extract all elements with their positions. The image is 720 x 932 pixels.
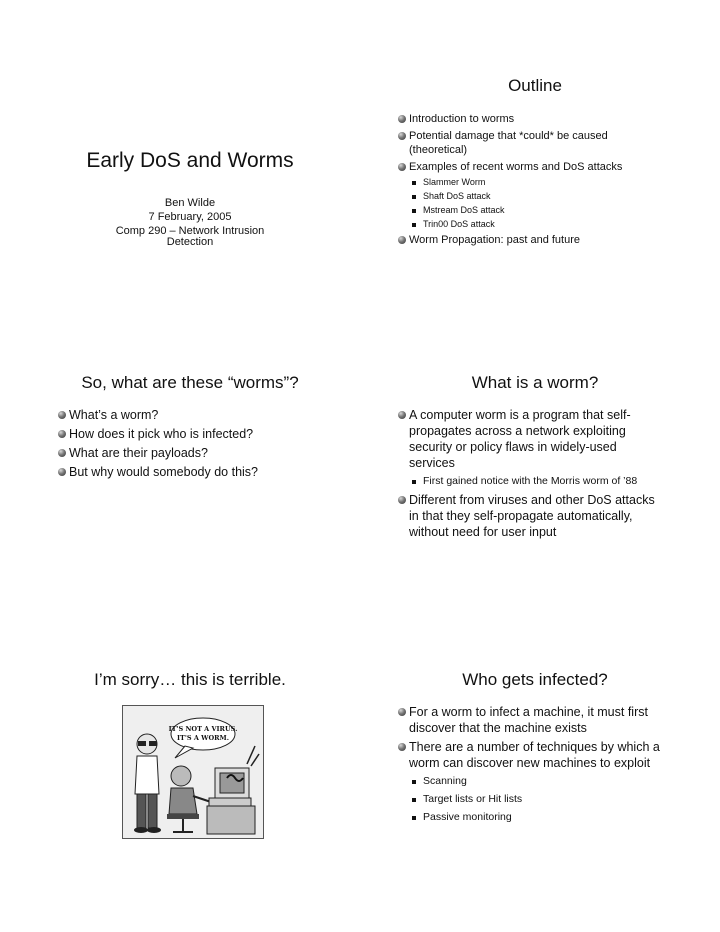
bullet-item bbox=[398, 492, 664, 540]
sphere-bullet-icon bbox=[398, 115, 406, 123]
bullet-text: How does it pick who is infected? bbox=[69, 427, 254, 441]
sub-bullet-item bbox=[398, 774, 668, 788]
author: Ben Wilde bbox=[164, 197, 216, 209]
sphere-bullet-icon bbox=[398, 132, 406, 140]
bullet-text: Scanning bbox=[423, 775, 467, 787]
bullet-item bbox=[398, 129, 638, 157]
definition-list bbox=[398, 407, 664, 543]
bullet-text: Mstream DoS attack bbox=[423, 205, 505, 215]
date: 7 February, 2005 bbox=[148, 211, 232, 223]
bullet-item bbox=[398, 160, 638, 174]
bullet-text: What’s a worm? bbox=[69, 408, 159, 422]
bullet-item bbox=[398, 407, 664, 471]
sub-bullet-item bbox=[398, 191, 638, 202]
worm-cartoon-image bbox=[122, 705, 264, 839]
cartoon-caption-text: IT'S A WORM. bbox=[177, 734, 229, 742]
bullet-text: Worm Propagation: past and future bbox=[409, 234, 581, 246]
bullet-text: A computer worm is a program that self-propagates across a network exploiting security or policy flaws in widely-used services bbox=[409, 408, 631, 470]
bullet-item bbox=[58, 464, 338, 480]
bullet-item bbox=[398, 233, 638, 247]
sphere-bullet-icon bbox=[58, 468, 66, 476]
sphere-bullet-icon bbox=[398, 163, 406, 171]
bullet-item bbox=[58, 407, 338, 423]
bullet-text: Passive monitoring bbox=[423, 811, 512, 823]
slide-heading: Outline bbox=[508, 76, 562, 95]
bullet-text: There are a number of techniques by which a worm can discover new machines to exploit bbox=[409, 740, 660, 770]
bullet-text: But why would somebody do this? bbox=[69, 465, 258, 479]
bullet-item bbox=[398, 739, 668, 771]
presentation-title: Early DoS and Worms bbox=[86, 149, 294, 172]
sphere-bullet-icon bbox=[58, 449, 66, 457]
outline-list bbox=[398, 112, 638, 250]
square-bullet-icon bbox=[412, 209, 416, 213]
square-bullet-icon bbox=[412, 780, 416, 784]
bullet-text: Shaft DoS attack bbox=[423, 191, 491, 201]
square-bullet-icon bbox=[412, 480, 416, 484]
bullet-item bbox=[398, 112, 638, 126]
bullet-text: Target lists or Hit lists bbox=[423, 793, 523, 805]
bullet-text: Introduction to worms bbox=[409, 113, 515, 125]
sphere-bullet-icon bbox=[58, 411, 66, 419]
sub-bullet-item bbox=[398, 219, 638, 230]
slide-heading: I’m sorry… this is terrible. bbox=[94, 670, 286, 689]
cartoon-caption-text: IT'S NOT A VIRUS. bbox=[168, 725, 238, 733]
bullet-text: Different from viruses and other DoS attacks in that they self-propagate automatically, without need for user input bbox=[409, 493, 655, 539]
bullet-text: First gained notice with the Morris worm of ’88 bbox=[423, 475, 638, 487]
slide-heading: What is a worm? bbox=[471, 373, 599, 392]
bullet-item bbox=[398, 704, 668, 736]
bullet-item bbox=[58, 445, 338, 461]
sub-bullet-item bbox=[398, 177, 638, 188]
sub-bullet-item bbox=[398, 792, 668, 806]
square-bullet-icon bbox=[412, 223, 416, 227]
bullet-text: For a worm to infect a machine, it must first discover that the machine exists bbox=[409, 705, 648, 735]
bullet-text: Slammer Worm bbox=[423, 177, 486, 187]
sub-bullet-item bbox=[398, 205, 638, 216]
bullet-text: Potential damage that *could* be caused (theoretical) bbox=[409, 130, 608, 156]
bullet-text: Examples of recent worms and DoS attacks bbox=[409, 161, 623, 173]
sphere-bullet-icon bbox=[398, 411, 406, 419]
bullet-text: What are their payloads? bbox=[69, 446, 208, 460]
square-bullet-icon bbox=[412, 181, 416, 185]
sphere-bullet-icon bbox=[398, 708, 406, 716]
slide-heading: So, what are these “worms”? bbox=[81, 373, 299, 392]
square-bullet-icon bbox=[412, 798, 416, 802]
sphere-bullet-icon bbox=[398, 743, 406, 751]
sub-bullet-item bbox=[398, 474, 664, 488]
cartoon-drawing bbox=[123, 706, 263, 838]
course-line-2: Detection bbox=[166, 236, 214, 248]
question-list bbox=[58, 407, 338, 483]
infection-list bbox=[398, 704, 668, 828]
bullet-text: Trin00 DoS attack bbox=[423, 219, 495, 229]
square-bullet-icon bbox=[412, 195, 416, 199]
sphere-bullet-icon bbox=[398, 496, 406, 504]
sphere-bullet-icon bbox=[58, 430, 66, 438]
sub-bullet-item bbox=[398, 810, 668, 824]
sphere-bullet-icon bbox=[398, 236, 406, 244]
slide-heading: Who gets infected? bbox=[462, 670, 608, 689]
course-line-1: Comp 290 – Network Intrusion bbox=[115, 225, 265, 237]
bullet-item bbox=[58, 426, 338, 442]
square-bullet-icon bbox=[412, 816, 416, 820]
